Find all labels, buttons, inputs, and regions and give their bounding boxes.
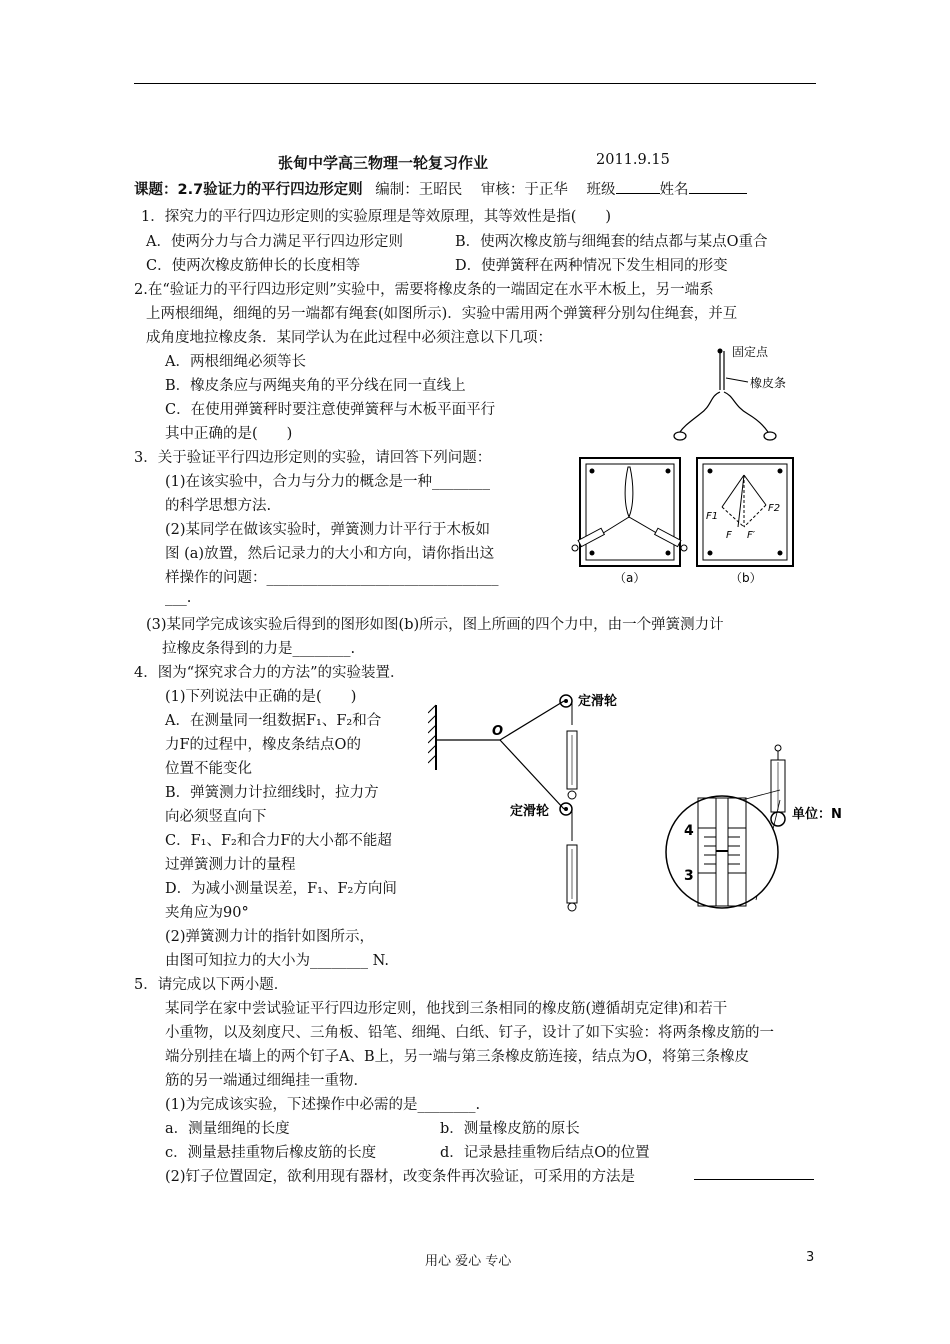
q5-stem: 5．请完成以下两小题． bbox=[134, 977, 289, 993]
q2-stem-3: 成角度地拉橡皮条．某同学认为在此过程中必须注意以下几项： bbox=[146, 330, 552, 346]
q1-option-c: C．使两次橡皮筋伸长的长度相等 bbox=[146, 258, 361, 274]
cord-left bbox=[680, 392, 720, 432]
q3-part3-a: (3)某同学完成该实验后得到的图形如图(b)所示，图上所画的四个力中，由一个弹簧测力计 bbox=[146, 617, 724, 633]
q3-part1-a: (1)在该实验中，合力与分力的概念是一种________ bbox=[165, 474, 491, 490]
figure-a bbox=[568, 455, 693, 590]
q4-part1: (1)下列说法中正确的是( ) bbox=[165, 689, 357, 705]
q4-option-a3: 位置不能变化 bbox=[165, 761, 252, 777]
header-rule bbox=[134, 83, 816, 84]
figure-b bbox=[694, 455, 799, 590]
topic-label: 课题： bbox=[134, 182, 178, 198]
q2-stem-2: 上两根细绳，细绳的另一端都有绳套(如图所示)．实验中需用两个弹簧秤分别勾住绳套，并互 bbox=[146, 306, 738, 322]
rubber-band-figure bbox=[660, 340, 820, 450]
figure-a-label: （a） bbox=[614, 571, 646, 585]
cord-right bbox=[724, 392, 768, 432]
q2-answer: 其中正确的是( ) bbox=[165, 426, 293, 442]
class-blank[interactable] bbox=[616, 179, 660, 194]
name-label: 姓名 bbox=[659, 182, 689, 198]
q4-option-a2: 力F的过程中，橡皮条结点O的 bbox=[165, 737, 361, 753]
q1-stem: 1．探究力的平行四边形定则的实验原理是等效原理，其等效性是指( ) bbox=[141, 209, 612, 225]
q4-option-d1: D．为减小测量误差，F₁、F₂方向间 bbox=[165, 881, 397, 897]
q5-option-a: a．测量细绳的长度 bbox=[165, 1121, 290, 1137]
q5-part2-blank[interactable] bbox=[694, 1179, 814, 1180]
scale-dial-figure bbox=[660, 740, 850, 912]
q5-option-b: b．测量橡皮筋的原长 bbox=[440, 1121, 580, 1137]
figure-b-label: （b） bbox=[730, 571, 762, 585]
f1-label: F1 bbox=[706, 511, 719, 522]
pulley-top-label: 定滑轮 bbox=[578, 694, 618, 709]
pulley-figure bbox=[428, 685, 658, 915]
q5-text-3: 端分别挂在墙上的两个钉子A、B上，另一端与第三条橡皮筋连接，结点为O，将第三条橡皮 bbox=[165, 1049, 750, 1065]
q5-text-4: 筋的另一端通过细绳挂一重物． bbox=[165, 1073, 368, 1089]
q5-option-c: c．测量悬挂重物后橡皮筋的长度 bbox=[165, 1145, 377, 1161]
pulley-bottom-label: 定滑轮 bbox=[510, 804, 550, 819]
q4-part2-b: 由图可知拉力的大小为________ N. bbox=[165, 953, 389, 969]
q3-part2-b: 图 (a)放置，然后记录力的大小和方向，请你指出这 bbox=[165, 546, 495, 562]
reviewer: 审核：于正华 bbox=[480, 182, 568, 198]
page-title: 张甸中学高三物理一轮复习作业 bbox=[278, 154, 489, 172]
page-number: 3 bbox=[806, 1250, 815, 1265]
q4-option-d2: 夹角应为90° bbox=[165, 905, 249, 921]
q2-stem-1: 2.在“验证力的平行四边形定则”实验中，需要将橡皮条的一端固定在水平木板上，另一端系 bbox=[134, 282, 714, 298]
topic: 2.7验证力的平行四边形定则 bbox=[177, 182, 363, 198]
q1-option-a: A．使两分力与合力满足平行四边形定则 bbox=[146, 234, 403, 250]
f2-label: F2 bbox=[768, 503, 781, 514]
f-prime-label: F′ bbox=[747, 530, 756, 541]
spring-scale-left bbox=[578, 528, 604, 546]
rubber-band-label: 橡皮条 bbox=[750, 376, 787, 390]
topic-line bbox=[134, 178, 747, 199]
q3-part3-b: 拉橡皮条得到的力是________. bbox=[162, 641, 356, 657]
tick-3: 3 bbox=[684, 868, 694, 884]
knot-label: O bbox=[492, 724, 504, 739]
q3-part1-b: 的科学思想方法. bbox=[165, 498, 272, 514]
q4-option-b2: 向必须竖直向下 bbox=[165, 809, 267, 825]
q5-text-1: 某同学在家中尝试验证平行四边形定则，他找到三条相同的橡皮筋(遵循胡克定律)和若干 bbox=[165, 1001, 728, 1017]
date: 2011.9.15 bbox=[596, 152, 670, 168]
loop-right bbox=[764, 432, 776, 440]
f-label: F bbox=[726, 530, 732, 541]
spring-scale-right bbox=[655, 528, 681, 546]
q3-stem: 3．关于验证平行四边形定则的实验，请回答下列问题： bbox=[134, 450, 492, 466]
q4-option-a1: A．在测量同一组数据F₁、F₂和合 bbox=[165, 713, 382, 729]
q4-option-c1: C．F₁、F₂和合力F的大小都不能超 bbox=[165, 833, 392, 849]
q3-part2-a: (2)某同学在做该实验时，弹簧测力计平行于木板如 bbox=[165, 522, 491, 538]
vector-f2 bbox=[744, 475, 766, 505]
q2-option-a: A．两根细绳必须等长 bbox=[165, 354, 306, 370]
fixed-point-label: 固定点 bbox=[732, 345, 769, 359]
q5-part1: (1)为完成该实验，下述操作中必需的是________. bbox=[165, 1097, 481, 1113]
name-blank[interactable] bbox=[689, 179, 747, 194]
q2-option-c: C．在使用弹簧秤时要注意使弹簧秤与木板平面平行 bbox=[165, 402, 496, 418]
tick-4: 4 bbox=[684, 823, 694, 839]
q2-option-b: B．橡皮条应与两绳夹角的平分线在同一直线上 bbox=[165, 378, 466, 394]
class-label: 班级 bbox=[586, 182, 616, 198]
q4-stem: 4．图为“探究求合力的方法”的实验装置． bbox=[134, 665, 405, 681]
q3-part2-d: ___. bbox=[165, 590, 192, 606]
unit-label: 单位：N bbox=[792, 807, 842, 822]
footer-motto: 用心 爱心 专心 bbox=[425, 1254, 512, 1269]
q4-option-c2: 过弹簧测力计的量程 bbox=[165, 857, 296, 873]
q1-option-d: D．使弹簧秤在两种情况下发生相同的形变 bbox=[455, 258, 728, 274]
q5-part2: (2)钉子位置固定，欲利用现有器材，改变条件再次验证，可采用的方法是 bbox=[165, 1169, 636, 1185]
q4-option-b1: B．弹簧测力计拉细线时，拉力方 bbox=[165, 785, 379, 801]
q3-part2-c: 样操作的问题：________________________________ bbox=[165, 570, 499, 586]
loop-left bbox=[674, 432, 686, 440]
q5-text-2: 小重物，以及刻度尺、三角板、铅笔、细绳、白纸、钉子，设计了如下实验：将两条橡皮筋的一 bbox=[165, 1025, 774, 1041]
q5-option-d: d．记录悬挂重物后结点O的位置 bbox=[440, 1145, 650, 1161]
q1-option-b: B．使两次橡皮筋与细绳套的结点都与某点O重合 bbox=[455, 234, 768, 250]
q4-part2-a: (2)弹簧测力计的指针如图所示， bbox=[165, 929, 375, 945]
editor: 编制：王昭民 bbox=[375, 182, 463, 198]
